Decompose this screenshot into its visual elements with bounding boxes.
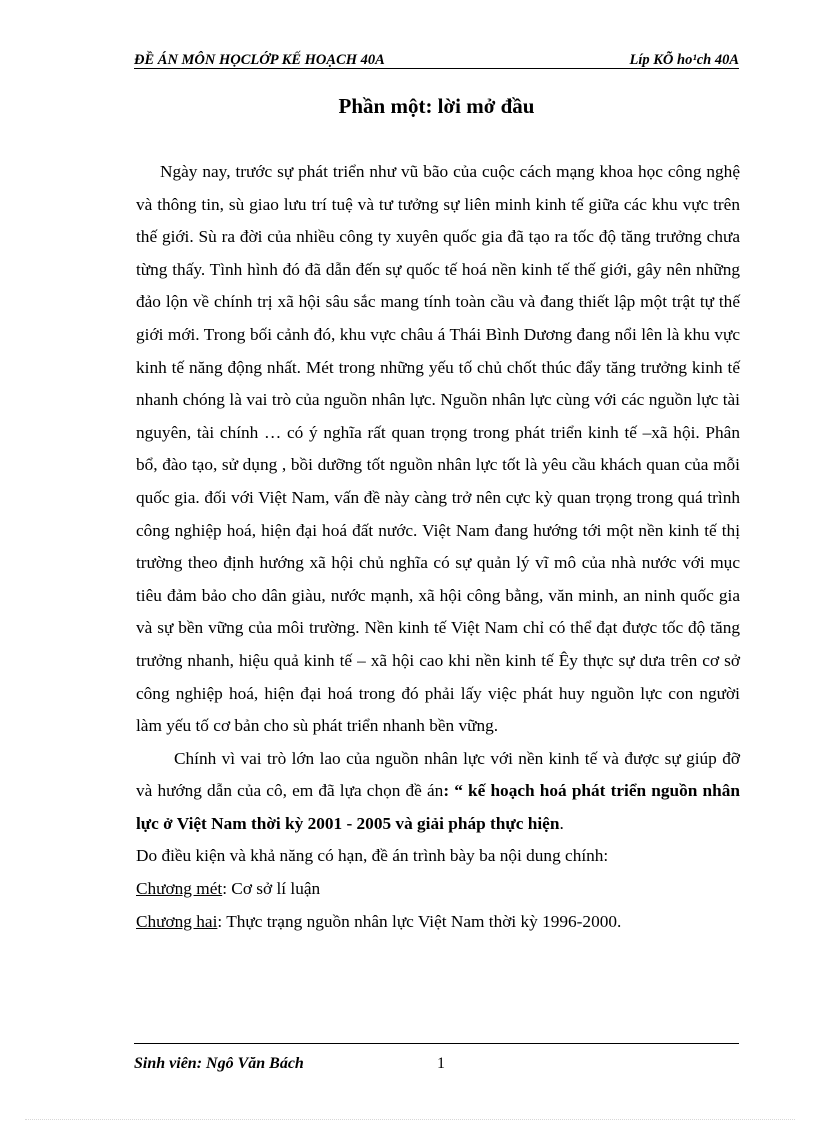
header-rule <box>134 68 739 69</box>
chapter-item <box>136 906 740 939</box>
project-paragraph <box>136 743 740 841</box>
project-intro: Chính vì vai trò lớn lao của nguồn nhân lực với nền kinh tế và được sự giúp đỡ và hướng dẫn của cô, em đã lựa chọn đề án <box>136 748 740 801</box>
page-header <box>134 49 739 69</box>
document-body <box>136 156 740 938</box>
footer-rule <box>134 1043 739 1044</box>
chapter-label: Chương hai <box>136 911 218 931</box>
footer-student: Sinh viên: Ngô Văn Bách <box>134 1055 304 1072</box>
header-right: Líp KÕ ho¹ch 40A <box>629 52 739 68</box>
chapter-label: Chương mét <box>136 879 223 899</box>
page-number: 1 <box>437 1055 445 1072</box>
page-edge-divider <box>25 1119 795 1120</box>
project-title: : “ kế hoạch hoá phát triển nguồn nhân lực ở Việt Nam thời kỳ 2001 - 2005 và giải pháp thực hiện <box>136 781 740 833</box>
chapter-text: : Thực trạng nguồn nhân lực Việt Nam thời kỳ 1996-2000. <box>217 911 622 931</box>
project-end: . <box>559 813 564 833</box>
page-title: Phần một: lời mở đầu <box>338 94 535 118</box>
chapter-text: : Cơ sở lí luận <box>222 879 321 899</box>
chapter-item <box>136 873 740 906</box>
header-left: ĐỀ ÁN MÔN HỌCLỚP KẾ HOẠCH 40A <box>134 52 385 68</box>
content-intro: Do điều kiện và khả năng có hạn, đề án trình bày ba nội dung chính: <box>136 846 609 866</box>
intro-paragraph: Ngày nay, trước sự phát triển như vũ bão của cuộc cách mạng khoa học công nghệ và thông tin, sù giao lưu trí tuệ và tư tưởng sự liên minh kinh tế giữa các khu vực trên thế giới. Sù ra đời của nhiều công ty xuyên quốc gia đã tạo ra tốc độ tăng trưởng chưa từng thấy. Tình hình đó đã dẫn đến sự quốc tế hoá nền kinh tế thế giới, gây nên những đảo lộn về chính trị xã hội sâu sắc mang tính toàn cầu và đang thiết lập một trật tự thế giới mới. Trong bối cảnh đó, khu vực châu á Thái Bình Dương đang nổi lên là khu vực kinh tế năng động nhất. Mét trong những yếu tố chủ chốt thúc đẩy tăng trưởng kinh tế nhanh chóng là vai trò của nguồn nhân lực. Nguồn nhân lực cùng với các nguồn lực tài nguyên, tài chính … có ý nghĩa rất quan trọng trong phát triển kinh tế –xã hội. Phân bổ, đào tạo, sử dụng , bồi dưỡng tốt nguồn nhân lực tốt là yêu cầu khách quan của mỗi quốc gia. đối với Việt Nam, vấn đề này càng trở nên cực kỳ quan trọng trong quá trình công nghiệp hoá, hiện đại hoá đất nước. Việt Nam đang hướng tới một nền kinh tế thị trường theo định hướng xã hội chủ nghĩa có sự quản lý vĩ mô của nhà nước với mục tiêu đảm bảo cho dân giàu, nước mạnh, xã hội công bằng, văn minh, an ninh quốc gia và sự bền vững của môi trường. Nền kinh tế Việt Nam chỉ có thể đạt được tốc độ tăng trưởng nhanh, hiệu quả kinh tế – xã hội cao khi nền kinh tế Êy thực sự dưa trên cơ sở công nghiệp hoá, hiện đại hoá trong đó phải lấy việc phát huy nguồn lực con người làm yếu tố cơ bản cho sù phát triển nhanh bền vững. <box>136 162 740 736</box>
